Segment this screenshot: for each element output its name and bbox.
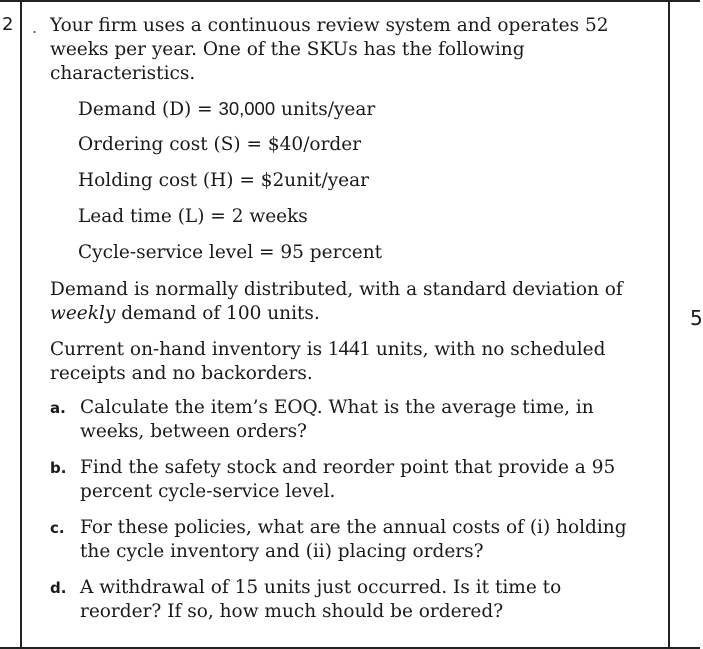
part-c-text: For these policies, what are the annual costs of (i) holding the cycle inventory and (ii) placing orders? (80, 517, 627, 562)
demand-distribution-text (50, 278, 640, 326)
bullet-dot: . (32, 18, 38, 37)
demand-text-emphasis: weekly (50, 303, 116, 324)
part-a-label: a. (50, 399, 66, 417)
param-demand-label: Demand (D) = (78, 99, 213, 120)
question-part-d (50, 576, 640, 624)
table-right-column-border (668, 0, 670, 649)
demand-text-before: Demand is normally distributed, with a standard deviation of (50, 279, 623, 300)
part-a-text: Calculate the item’s EOQ. What is the average time, in weeks, between orders? (80, 397, 594, 442)
part-b-label: b. (50, 459, 67, 477)
question-part-c (50, 516, 640, 564)
row-number: 2 (2, 14, 14, 35)
demand-text-after: demand of 100 units. (115, 303, 320, 324)
table-top-border (0, 0, 700, 2)
problem-text (50, 14, 640, 636)
param-demand-unit: units/year (281, 99, 376, 120)
onhand-text-before: Current on-hand inventory is (50, 339, 329, 360)
param-lead-label: Lead time (L) = (78, 206, 226, 227)
question-part-b (50, 456, 640, 504)
param-holding-label: Holding cost (H) = (78, 170, 255, 191)
param-demand (78, 98, 640, 134)
param-service-level (78, 242, 640, 268)
table-left-column-border (20, 0, 22, 649)
param-lead-time (78, 206, 640, 242)
part-d-label: d. (50, 579, 67, 597)
param-ordering-cost (78, 134, 640, 170)
onhand-number: 1441 (328, 336, 371, 360)
param-service-label: Cycle-service level = (78, 242, 275, 263)
onhand-inventory-text (50, 336, 640, 386)
part-b-text: Find the safety stock and reorder point that provide a 95 percent cycle-service level. (80, 457, 616, 502)
sku-characteristics (78, 98, 640, 268)
param-holding-cost (78, 170, 640, 206)
param-ordering-label: Ordering cost (S) = (78, 134, 262, 155)
part-c-label: c. (50, 519, 65, 537)
param-lead-value: 2 weeks (231, 206, 308, 227)
param-demand-value: 30,000 (218, 98, 276, 119)
onhand-text-after: units, with no scheduled receipts and no backorders. (50, 339, 606, 384)
param-ordering-value: $40/order (267, 134, 362, 155)
param-holding-value: $2unit/year (260, 170, 369, 191)
question-part-a (50, 396, 640, 444)
param-service-value: 95 percent (280, 242, 383, 263)
problem-intro: Your firm uses a continuous review system and operates 52 weeks per year. One of the SKUs has the following characteristics. (50, 15, 609, 84)
part-d-text: A withdrawal of 15 units just occurred. Is it time to reorder? If so, how much should be ordered? (80, 577, 562, 622)
side-number: 5 (690, 306, 703, 330)
